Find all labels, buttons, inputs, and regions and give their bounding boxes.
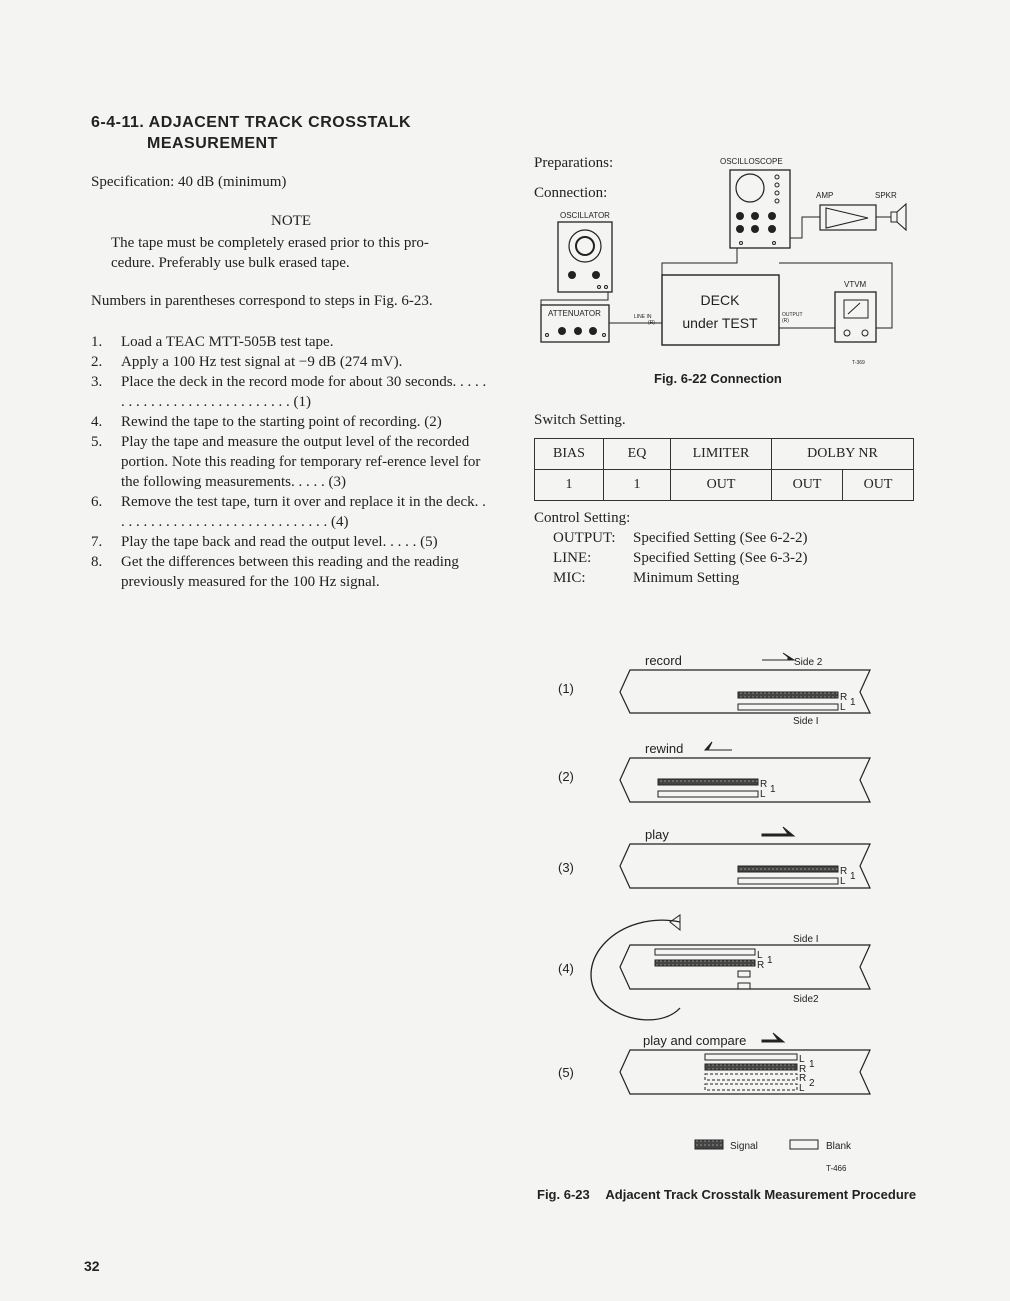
step-text: Load a TEAC MTT-505B test tape. [121,334,334,350]
steps-list [91,332,491,592]
step-5: 5. Play the tape and measure the output level of the recorded portion. Note this reading for temporary ref-erence level for the following measurements. . . . . (3) [91,432,491,492]
step-2: 2. Apply a 100 Hz test signal at −9 dB (274 mV). [91,352,491,372]
step-text: Play the tape and measure the output level of the recorded portion. Note this reading for temporary ref-erence level for the following measurements. . . . . (3) [121,434,481,490]
legend-signal-swatch [695,1140,723,1149]
step1-number: (1) [558,681,574,696]
value-limiter: OUT [671,470,772,501]
step5-number: (5) [558,1065,574,1080]
oscillator-box [558,222,612,292]
fig-6-23-number: Fig. 6-23 [537,1187,590,1202]
legend-blank-swatch [790,1140,818,1149]
svg-text:L: L [760,789,766,800]
header-bias: BIAS [535,439,604,470]
deck-label-line1: DECK [700,292,740,308]
step4-side-bottom: Side2 [793,994,819,1005]
step1-label: record [645,653,682,668]
switch-table-value-row [535,470,914,501]
step-4: 4. Rewind the tape to the starting point of recording. (2) [91,412,491,432]
svg-text:L: L [799,1083,805,1094]
svg-text:1: 1 [767,955,773,966]
note-body [111,233,491,273]
oscilloscope-screen-icon [736,174,764,202]
control-mic: MIC: Minimum Setting [553,570,740,586]
value-eq: 1 [604,470,671,501]
step3-label: play [645,827,669,842]
step5-label: play and compare [643,1033,747,1048]
step1-arrow-icon [762,653,794,660]
step2-label: rewind [645,741,684,756]
vtvm-label: VTVM [844,280,867,289]
svg-text:1: 1 [809,1059,815,1070]
step-text: Rewind the tape to the starting point of recording. (2) [121,414,442,430]
header-dolby-nr: DOLBY NR [772,439,914,470]
numbers-note: Numbers in parentheses correspond to steps in Fig. 6-23. [91,293,433,309]
svg-text:L: L [840,876,846,887]
svg-text:R: R [757,960,765,971]
step5-arrow-icon [762,1033,784,1042]
svg-text:L: L [799,1054,805,1065]
attenuator-label: ATTENUATOR [548,309,601,318]
connection-label: Connection: [534,185,608,201]
svg-text:R: R [799,1073,807,1084]
step3-arrow-icon [762,827,794,836]
step-text: Get the differences between this reading and the reading previously measured for the 100 Hz signal. [121,554,459,590]
svg-text:L: L [757,950,763,961]
step4-side-top: Side I [793,934,819,945]
line-in-label: LINE IN [634,314,652,320]
step-3: 3. Place the deck in the record mode for about 30 seconds. . . . . . . . . . . . . . . . . . . . . . . . . . . . (1) [91,372,491,412]
preparations-label: Preparations: [534,155,614,171]
value-bias: 1 [535,470,604,501]
svg-text:2: 2 [809,1078,815,1089]
step-6: 6. Remove the test tape, turn it over and replace it in the deck. . . . . . . . . . . . . . . . . . . . . . . . . . . . . . (4) [91,492,491,532]
diagram-code: T-369 [852,360,865,366]
specification: Specification: 40 dB (minimum) [91,174,287,190]
svg-text:1: 1 [770,784,776,795]
procedure-code: T-466 [826,1164,847,1173]
value-dolby-2: OUT [843,470,914,501]
control-settings-list [553,528,808,588]
output-label: OUTPUT [782,312,803,318]
step2-number: (2) [558,769,574,784]
legend-signal-label: Signal [730,1141,758,1152]
step-7: 7. Play the tape back and read the output level. . . . . (5) [91,532,491,552]
step2-arrow-icon [705,742,732,750]
section-title-line1: ADJACENT TRACK CROSSTALK [148,114,412,131]
svg-text:1: 1 [850,871,856,882]
line-in-r-label: (R) [648,320,655,326]
step-1: 1. Load a TEAC MTT-505B test tape. [91,332,491,352]
control-output: OUTPUT: Specified Setting (See 6-2-2) [553,530,808,546]
step-text: Play the tape back and read the output level. . . . . (5) [121,534,438,550]
spkr-label: SPKR [875,191,897,200]
switch-setting-label: Switch Setting. [534,412,626,428]
value-dolby-1: OUT [772,470,843,501]
section-title-line2: MEASUREMENT [147,135,278,152]
step-text: Remove the test tape, turn it over and replace it in the deck. . . . . . . . . . . . . . . . . . . . . . . . . . . . . . (4) [121,494,486,530]
deck-label-line2: under TEST [682,315,758,331]
amp-label: AMP [816,191,834,200]
control-setting-label: Control Setting: [534,510,631,526]
step1-side-bottom: Side I [793,716,819,727]
header-limiter: LIMITER [671,439,772,470]
switch-setting-table [534,438,914,501]
fig-6-22-caption: Fig. 6-22 Connection [654,371,782,386]
note-heading: NOTE [271,213,311,229]
svg-text:R: R [799,1064,807,1075]
header-eq: EQ [604,439,671,470]
svg-text:R: R [760,779,768,790]
note-line2: cedure. Preferably use bulk erased tape. [111,255,350,271]
step-text: Place the deck in the record mode for about 30 seconds. . . . . . . . . . . . . . . . . . . . . . . . . . . . (1) [121,374,487,410]
speaker-icon [897,204,906,230]
connection-diagram [530,150,930,375]
oscilloscope-box [730,170,790,248]
svg-text:R: R [840,866,848,877]
svg-text:R: R [840,692,848,703]
fig-6-23-title: Adjacent Track Crosstalk Measurement Procedure [605,1187,917,1202]
step3-number: (3) [558,860,574,875]
step4-number: (4) [558,961,574,976]
svg-text:1: 1 [850,697,856,708]
section-number: 6-4-11. [91,114,145,131]
step1-side-top: Side 2 [794,657,823,668]
turnover-arrow-icon [591,920,680,1020]
section-heading [91,112,411,154]
step-text: Apply a 100 Hz test signal at −9 dB (274 mV). [121,354,403,370]
control-line: LINE: Specified Setting (See 6-3-2) [553,550,808,566]
fig-6-23-caption [537,1187,916,1202]
switch-table-header-row [535,439,914,470]
step4-tape [620,945,870,989]
oscilloscope-label: OSCILLOSCOPE [720,157,783,166]
note-line1: The tape must be completely erased prior to this pro- [111,235,429,251]
svg-text:L: L [840,702,846,713]
oscillator-label: OSCILLATOR [560,211,610,220]
legend-blank-label: Blank [826,1141,852,1152]
procedure-diagram [540,640,950,1180]
output-r-label: (R) [782,318,789,324]
step-8: 8. Get the differences between this reading and the reading previously measured for the 100 Hz signal. [91,552,491,592]
page-number: 32 [84,1258,100,1274]
step5-tape [620,1050,870,1094]
deck-box [662,275,779,345]
